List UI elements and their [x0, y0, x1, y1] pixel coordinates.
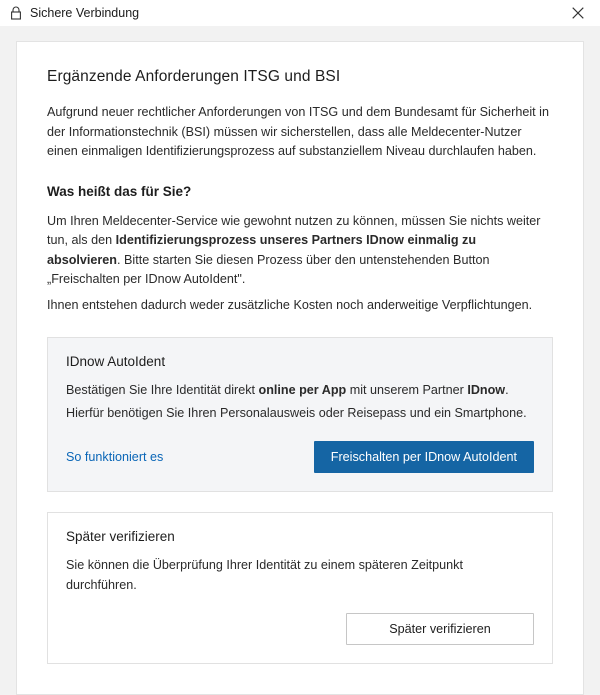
- intro-paragraph: Aufgrund neuer rechtlicher Anforderungen von ITSG und dem Bundesamt für Sicherheit in der Informationstechnik (BSI) müssen wir sicherstellen, dass alle Meldecenter-Nutzer einen einmaligen Identifizierungsprozess auf substanziellem Niveau durchlaufen haben.: [47, 105, 549, 159]
- verify-later-panel: [47, 512, 553, 664]
- autoident-line-1-part-2: mit unserem Partner: [346, 383, 468, 398]
- activate-idnow-autoident-button[interactable]: Freischalten per IDnow AutoIdent: [314, 441, 534, 473]
- explanation-part-2: . Bitte starten Sie diesen Prozess über den untenstehenden Button „Freischalten per IDnow AutoIdent".: [47, 252, 490, 287]
- autoident-line-2: Hierfür benötigen Sie Ihren Personalausweis oder Reisepass und ein Smartphone.: [66, 405, 527, 420]
- autoident-line-1-bold-2: IDnow: [467, 383, 506, 398]
- explanation-part-1: Um Ihren Meldecenter-Service wie gewohnt nutzen zu können, müssen Sie nichts weiter tun, als den: [47, 213, 541, 248]
- autoident-line-1-part-3: .: [505, 383, 509, 398]
- how-it-works-link[interactable]: So funktioniert es: [66, 450, 164, 465]
- window-titlebar: [0, 0, 600, 26]
- verify-later-button[interactable]: Später verifizieren: [346, 613, 534, 645]
- page-body: [0, 26, 600, 695]
- autoident-actions: [66, 441, 534, 473]
- verify-later-description: Sie können die Überprüfung Ihrer Identität zu einem späteren Zeitpunkt durchführen.: [66, 558, 463, 592]
- autoident-line-1: [66, 381, 534, 401]
- autoident-panel: [47, 337, 553, 492]
- explanation-paragraph: [47, 212, 553, 290]
- autoident-panel-title: IDnow AutoIdent: [66, 354, 166, 370]
- lock-icon: [10, 6, 22, 20]
- verify-later-panel-title: Später verifizieren: [66, 529, 175, 545]
- close-icon: [572, 7, 584, 19]
- costs-paragraph: Ihnen entstehen dadurch weder zusätzliche Kosten noch anderweitige Verpflichtungen.: [47, 297, 533, 312]
- close-button[interactable]: [556, 0, 600, 26]
- verify-later-actions: [66, 613, 534, 645]
- content-card: [16, 41, 584, 695]
- titlebar-left-group: [10, 6, 556, 20]
- explanation-emphasis: Identifizierungsprozess unseres Partners IDnow einmalig zu absolvieren: [47, 233, 477, 267]
- autoident-line-1-bold-1: online per App: [258, 383, 347, 398]
- autoident-line-1-part-1: Bestätigen Sie Ihre Identität direkt: [66, 383, 259, 398]
- page-title: Ergänzende Anforderungen ITSG und BSI: [47, 68, 341, 85]
- section-subtitle: Was heißt das für Sie?: [47, 183, 192, 199]
- window-title: Sichere Verbindung: [30, 6, 140, 20]
